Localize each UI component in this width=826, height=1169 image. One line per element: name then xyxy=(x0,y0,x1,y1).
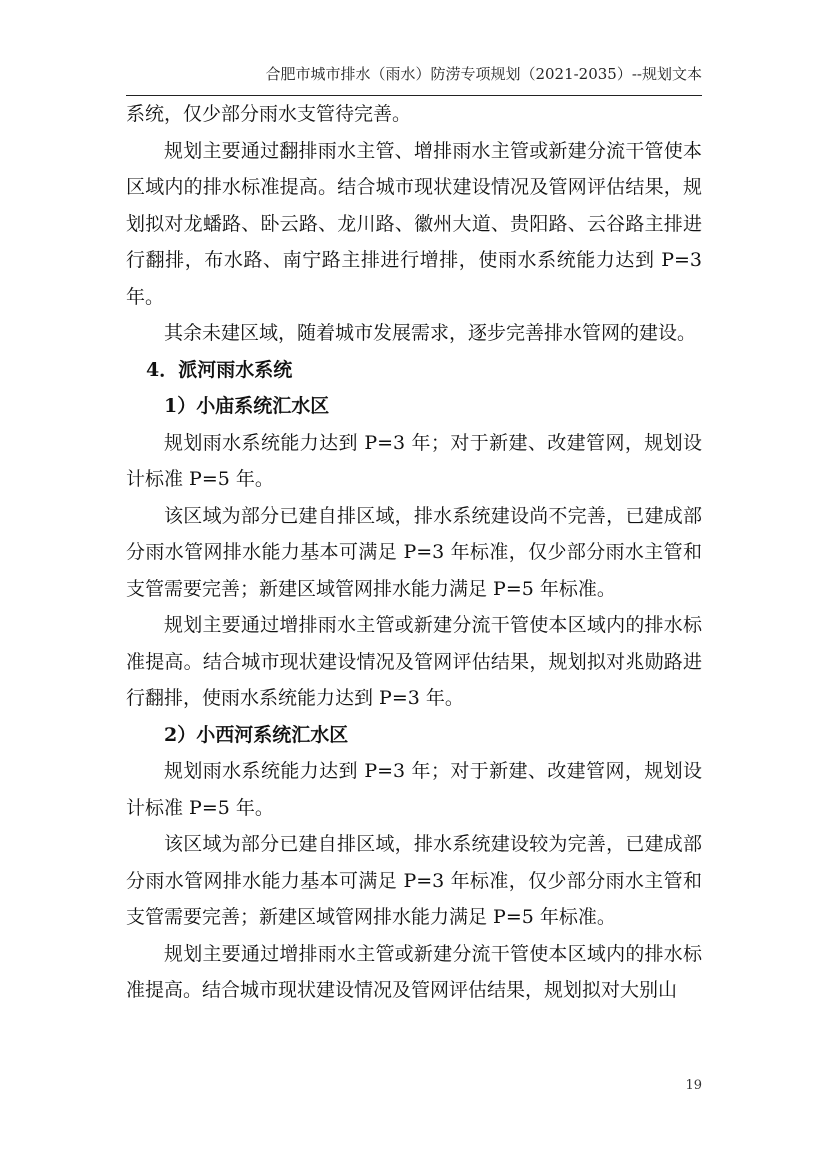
section-heading: 4．派河雨水系统 xyxy=(146,358,293,381)
paragraph: 规划主要通过增排雨水主管或新建分流干管使本区域内的排水标准提高。结合城市现状建设情况及管网评估结果，规划拟对兆勋路进行翻排，使雨水系统能力达到 P=3 年。 xyxy=(126,614,702,709)
paragraph: 规划主要通过翻排雨水主管、增排雨水主管或新建分流干管使本区域内的排水标准提高。结合城市现状建设情况及管网评估结果，规划拟对龙蟠路、卧云路、龙川路、徽州大道、贵阳路、云谷路主排进行翻排，布水路、南宁路主排进行增排，使雨水系统能力达到 P=3 年。 xyxy=(126,139,702,308)
page-number: 19 xyxy=(685,1078,702,1093)
running-header: 合肥市城市排水（雨水）防涝专项规划（2021-2035）--规划文本 xyxy=(265,65,702,83)
document-body xyxy=(126,96,702,1009)
paragraph: 其余未建区域，随着城市发展需求，逐步完善排水管网的建设。 xyxy=(164,322,697,344)
paragraph-continuation: 系统，仅少部分雨水支管待完善。 xyxy=(126,103,412,125)
subsection-heading: 2）小西河系统汇水区 xyxy=(164,723,349,746)
subsection-heading: 1）小庙系统汇水区 xyxy=(164,395,330,417)
paragraph: 该区域为部分已建自排区域，排水系统建设尚不完善，已建成部分雨水管网排水能力基本可满足 P=3 年标准，仅少部分雨水主管和支管需要完善；新建区域管网排水能力满足 P=5 年标准。 xyxy=(126,504,702,600)
paragraph: 规划雨水系统能力达到 P=3 年；对于新建、改建管网，规划设计标准 P=5 年。 xyxy=(126,760,702,819)
paragraph: 该区域为部分已建自排区域，排水系统建设较为完善，已建成部分雨水管网排水能力基本可满足 P=3 年标准，仅少部分雨水主管和支管需要完善；新建区域管网排水能力满足 P=5 年标准。 xyxy=(126,833,702,928)
paragraph: 规划主要通过增排雨水主管或新建分流干管使本区域内的排水标准提高。结合城市现状建设情况及管网评估结果，规划拟对大别山 xyxy=(126,942,702,1001)
paragraph: 规划雨水系统能力达到 P=3 年；对于新建、改建管网，规划设计标准 P=5 年。 xyxy=(126,431,702,490)
